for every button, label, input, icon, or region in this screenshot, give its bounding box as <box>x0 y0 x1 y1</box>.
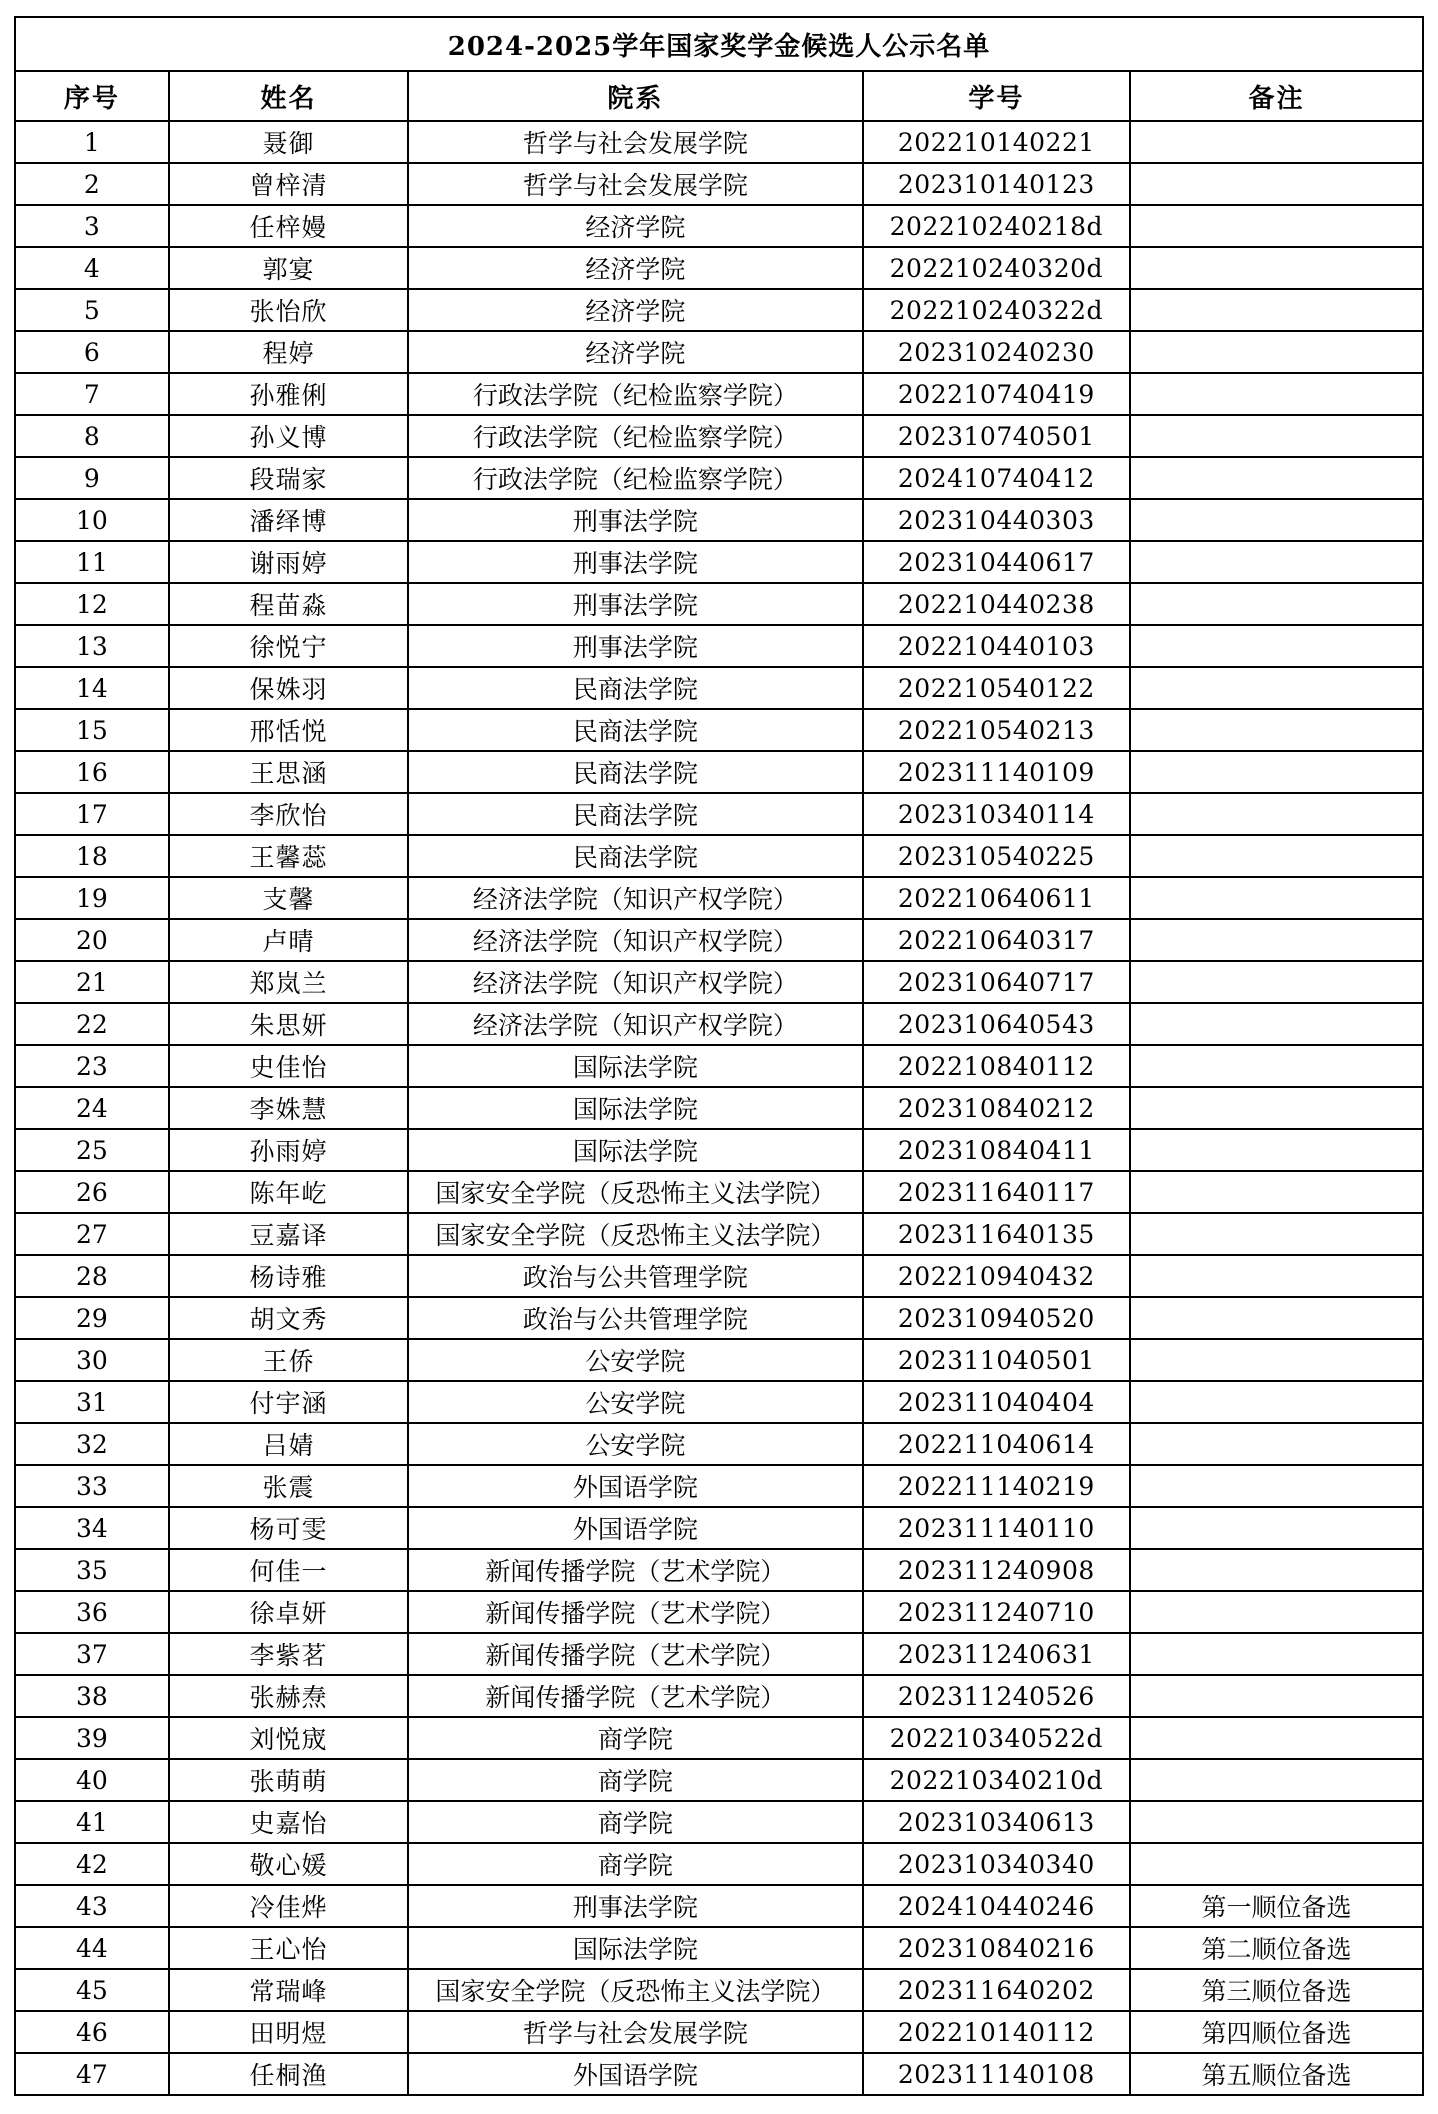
name-cell: 聂御 <box>169 121 408 163</box>
table-row <box>15 541 1423 583</box>
serial-cell: 32 <box>15 1423 169 1465</box>
department-cell: 公安学院 <box>408 1423 862 1465</box>
note-cell <box>1130 373 1423 415</box>
serial-cell: 36 <box>15 1591 169 1633</box>
student-id-cell: 202311140110 <box>863 1507 1130 1549</box>
department-cell: 外国语学院 <box>408 1507 862 1549</box>
note-cell <box>1130 121 1423 163</box>
department-cell: 商学院 <box>408 1759 862 1801</box>
student-id-cell: 202311240526 <box>863 1675 1130 1717</box>
table-row <box>15 1927 1423 1969</box>
serial-cell: 1 <box>15 121 169 163</box>
note-cell <box>1130 541 1423 583</box>
note-cell: 第一顺位备选 <box>1130 1885 1423 1927</box>
student-id-cell: 202310640543 <box>863 1003 1130 1045</box>
department-cell: 国际法学院 <box>408 1045 862 1087</box>
note-cell <box>1130 919 1423 961</box>
note-cell <box>1130 1045 1423 1087</box>
note-cell <box>1130 835 1423 877</box>
table-row <box>15 1633 1423 1675</box>
note-cell <box>1130 1381 1423 1423</box>
table-row <box>15 1969 1423 2011</box>
serial-cell: 40 <box>15 1759 169 1801</box>
table-row <box>15 247 1423 289</box>
note-cell <box>1130 1171 1423 1213</box>
student-id-cell: 202410740412 <box>863 457 1130 499</box>
name-cell: 程苗淼 <box>169 583 408 625</box>
name-cell: 张怡欣 <box>169 289 408 331</box>
table-row <box>15 1045 1423 1087</box>
table-row <box>15 835 1423 877</box>
department-cell: 政治与公共管理学院 <box>408 1255 862 1297</box>
serial-cell: 3 <box>15 205 169 247</box>
department-cell: 国家安全学院（反恐怖主义法学院） <box>408 1969 862 2011</box>
name-cell: 朱思妍 <box>169 1003 408 1045</box>
name-cell: 支馨 <box>169 877 408 919</box>
note-cell <box>1130 1507 1423 1549</box>
name-cell: 徐悦宁 <box>169 625 408 667</box>
note-cell <box>1130 793 1423 835</box>
serial-cell: 34 <box>15 1507 169 1549</box>
note-cell <box>1130 751 1423 793</box>
student-id-cell: 202410440246 <box>863 1885 1130 1927</box>
department-cell: 公安学院 <box>408 1381 862 1423</box>
note-cell <box>1130 961 1423 1003</box>
department-cell: 商学院 <box>408 1843 862 1885</box>
serial-cell: 26 <box>15 1171 169 1213</box>
note-cell <box>1130 1213 1423 1255</box>
serial-cell: 47 <box>15 2053 169 2095</box>
student-id-cell: 202210540213 <box>863 709 1130 751</box>
student-id-cell: 202210340210d <box>863 1759 1130 1801</box>
table-row <box>15 1339 1423 1381</box>
department-cell: 外国语学院 <box>408 1465 862 1507</box>
serial-cell: 14 <box>15 667 169 709</box>
table-row <box>15 289 1423 331</box>
name-cell: 孙雅俐 <box>169 373 408 415</box>
table-row <box>15 205 1423 247</box>
table-row <box>15 1675 1423 1717</box>
student-id-cell: 202211140219 <box>863 1465 1130 1507</box>
table-row <box>15 961 1423 1003</box>
student-id-cell: 202210140221 <box>863 121 1130 163</box>
table-row <box>15 667 1423 709</box>
note-cell <box>1130 1087 1423 1129</box>
name-cell: 任桐渔 <box>169 2053 408 2095</box>
page-title: 2024-2025学年国家奖学金候选人公示名单 <box>15 17 1423 71</box>
note-cell <box>1130 1003 1423 1045</box>
serial-cell: 2 <box>15 163 169 205</box>
name-cell: 卢晴 <box>169 919 408 961</box>
name-cell: 张震 <box>169 1465 408 1507</box>
name-cell: 付宇涵 <box>169 1381 408 1423</box>
student-id-cell: 202210740419 <box>863 373 1130 415</box>
name-cell: 王馨蕊 <box>169 835 408 877</box>
table-row <box>15 1885 1423 1927</box>
student-id-cell: 202310440303 <box>863 499 1130 541</box>
department-cell: 经济法学院（知识产权学院） <box>408 1003 862 1045</box>
department-cell: 新闻传播学院（艺术学院） <box>408 1591 862 1633</box>
serial-cell: 43 <box>15 1885 169 1927</box>
table-row <box>15 1591 1423 1633</box>
student-id-cell: 202311140108 <box>863 2053 1130 2095</box>
table-row <box>15 121 1423 163</box>
note-cell: 第二顺位备选 <box>1130 1927 1423 1969</box>
department-cell: 政治与公共管理学院 <box>408 1297 862 1339</box>
student-id-cell: 202210440238 <box>863 583 1130 625</box>
table-row <box>15 499 1423 541</box>
name-cell: 李欣怡 <box>169 793 408 835</box>
student-id-cell: 202311140109 <box>863 751 1130 793</box>
student-id-cell: 202311040501 <box>863 1339 1130 1381</box>
table-row <box>15 1843 1423 1885</box>
serial-cell: 10 <box>15 499 169 541</box>
department-cell: 经济学院 <box>408 331 862 373</box>
note-cell <box>1130 1801 1423 1843</box>
note-cell <box>1130 1255 1423 1297</box>
student-id-cell: 202210540122 <box>863 667 1130 709</box>
serial-cell: 13 <box>15 625 169 667</box>
department-cell: 民商法学院 <box>408 751 862 793</box>
student-id-cell: 202210240322d <box>863 289 1130 331</box>
serial-cell: 11 <box>15 541 169 583</box>
header-serial: 序号 <box>15 71 169 121</box>
department-cell: 国家安全学院（反恐怖主义法学院） <box>408 1213 862 1255</box>
student-id-cell: 202310340613 <box>863 1801 1130 1843</box>
table-row <box>15 625 1423 667</box>
serial-cell: 19 <box>15 877 169 919</box>
serial-cell: 27 <box>15 1213 169 1255</box>
student-id-cell: 202210340522d <box>863 1717 1130 1759</box>
serial-cell: 23 <box>15 1045 169 1087</box>
department-cell: 国际法学院 <box>408 1129 862 1171</box>
student-id-cell: 202210140112 <box>863 2011 1130 2053</box>
name-cell: 孙义博 <box>169 415 408 457</box>
note-cell: 第五顺位备选 <box>1130 2053 1423 2095</box>
note-cell <box>1130 667 1423 709</box>
table-row <box>15 1717 1423 1759</box>
header-note: 备注 <box>1130 71 1423 121</box>
name-cell: 任梓嫚 <box>169 205 408 247</box>
name-cell: 豆嘉译 <box>169 1213 408 1255</box>
name-cell: 胡文秀 <box>169 1297 408 1339</box>
serial-cell: 17 <box>15 793 169 835</box>
department-cell: 民商法学院 <box>408 667 862 709</box>
note-cell <box>1130 583 1423 625</box>
department-cell: 经济法学院（知识产权学院） <box>408 919 862 961</box>
name-cell: 程婷 <box>169 331 408 373</box>
department-cell: 经济学院 <box>408 289 862 331</box>
header-student-id: 学号 <box>863 71 1130 121</box>
title-row <box>15 17 1423 71</box>
department-cell: 商学院 <box>408 1801 862 1843</box>
name-cell: 张赫焘 <box>169 1675 408 1717</box>
serial-cell: 8 <box>15 415 169 457</box>
department-cell: 新闻传播学院（艺术学院） <box>408 1675 862 1717</box>
department-cell: 民商法学院 <box>408 793 862 835</box>
student-id-cell: 202310140123 <box>863 163 1130 205</box>
serial-cell: 33 <box>15 1465 169 1507</box>
name-cell: 田明煜 <box>169 2011 408 2053</box>
note-cell <box>1130 625 1423 667</box>
serial-cell: 18 <box>15 835 169 877</box>
name-cell: 潘绎博 <box>169 499 408 541</box>
table-row <box>15 583 1423 625</box>
name-cell: 冷佳烨 <box>169 1885 408 1927</box>
department-cell: 哲学与社会发展学院 <box>408 121 862 163</box>
name-cell: 史嘉怡 <box>169 1801 408 1843</box>
name-cell: 谢雨婷 <box>169 541 408 583</box>
student-id-cell: 202310540225 <box>863 835 1130 877</box>
student-id-cell: 202310340340 <box>863 1843 1130 1885</box>
table-row <box>15 793 1423 835</box>
department-cell: 行政法学院（纪检监察学院） <box>408 415 862 457</box>
name-cell: 何佳一 <box>169 1549 408 1591</box>
table-row <box>15 1801 1423 1843</box>
note-cell <box>1130 1843 1423 1885</box>
name-cell: 曾梓清 <box>169 163 408 205</box>
department-cell: 国家安全学院（反恐怖主义法学院） <box>408 1171 862 1213</box>
department-cell: 国际法学院 <box>408 1087 862 1129</box>
table-row <box>15 1129 1423 1171</box>
department-cell: 刑事法学院 <box>408 541 862 583</box>
department-cell: 经济法学院（知识产权学院） <box>408 961 862 1003</box>
serial-cell: 25 <box>15 1129 169 1171</box>
note-cell: 第三顺位备选 <box>1130 1969 1423 2011</box>
department-cell: 哲学与社会发展学院 <box>408 2011 862 2053</box>
name-cell: 陈年屹 <box>169 1171 408 1213</box>
note-cell <box>1130 1339 1423 1381</box>
table-row <box>15 1171 1423 1213</box>
table-row <box>15 1549 1423 1591</box>
student-id-cell: 202311040404 <box>863 1381 1130 1423</box>
note-cell <box>1130 1129 1423 1171</box>
serial-cell: 30 <box>15 1339 169 1381</box>
name-cell: 刘悦宬 <box>169 1717 408 1759</box>
department-cell: 刑事法学院 <box>408 583 862 625</box>
serial-cell: 16 <box>15 751 169 793</box>
table-row <box>15 1003 1423 1045</box>
serial-cell: 20 <box>15 919 169 961</box>
department-cell: 外国语学院 <box>408 2053 862 2095</box>
student-id-cell: 202210940432 <box>863 1255 1130 1297</box>
student-id-cell: 202310840212 <box>863 1087 1130 1129</box>
department-cell: 哲学与社会发展学院 <box>408 163 862 205</box>
serial-cell: 41 <box>15 1801 169 1843</box>
table-row <box>15 1381 1423 1423</box>
note-cell <box>1130 1591 1423 1633</box>
department-cell: 行政法学院（纪检监察学院） <box>408 457 862 499</box>
table-row <box>15 373 1423 415</box>
serial-cell: 46 <box>15 2011 169 2053</box>
department-cell: 经济学院 <box>408 247 862 289</box>
table-row <box>15 919 1423 961</box>
department-cell: 新闻传播学院（艺术学院） <box>408 1633 862 1675</box>
note-cell: 第四顺位备选 <box>1130 2011 1423 2053</box>
table-row <box>15 331 1423 373</box>
name-cell: 邢恬悦 <box>169 709 408 751</box>
student-id-cell: 202311640135 <box>863 1213 1130 1255</box>
name-cell: 敬心媛 <box>169 1843 408 1885</box>
name-cell: 吕婧 <box>169 1423 408 1465</box>
serial-cell: 24 <box>15 1087 169 1129</box>
student-id-cell: 202210840112 <box>863 1045 1130 1087</box>
name-cell: 王侨 <box>169 1339 408 1381</box>
header-department: 院系 <box>408 71 862 121</box>
table-row <box>15 751 1423 793</box>
name-cell: 郑岚兰 <box>169 961 408 1003</box>
department-cell: 新闻传播学院（艺术学院） <box>408 1549 862 1591</box>
serial-cell: 31 <box>15 1381 169 1423</box>
table-row <box>15 877 1423 919</box>
serial-cell: 4 <box>15 247 169 289</box>
department-cell: 经济法学院（知识产权学院） <box>408 877 862 919</box>
name-cell: 孙雨婷 <box>169 1129 408 1171</box>
candidate-table <box>14 16 1424 2096</box>
name-cell: 王思涵 <box>169 751 408 793</box>
header-name: 姓名 <box>169 71 408 121</box>
table-row <box>15 1759 1423 1801</box>
serial-cell: 44 <box>15 1927 169 1969</box>
student-id-cell: 202210640317 <box>863 919 1130 961</box>
department-cell: 国际法学院 <box>408 1927 862 1969</box>
note-cell <box>1130 331 1423 373</box>
serial-cell: 42 <box>15 1843 169 1885</box>
serial-cell: 21 <box>15 961 169 1003</box>
serial-cell: 28 <box>15 1255 169 1297</box>
table-row <box>15 415 1423 457</box>
note-cell <box>1130 499 1423 541</box>
student-id-cell: 202310840216 <box>863 1927 1130 1969</box>
department-cell: 行政法学院（纪检监察学院） <box>408 373 862 415</box>
name-cell: 保姝羽 <box>169 667 408 709</box>
student-id-cell: 202311240710 <box>863 1591 1130 1633</box>
department-cell: 刑事法学院 <box>408 1885 862 1927</box>
student-id-cell: 202210640611 <box>863 877 1130 919</box>
serial-cell: 35 <box>15 1549 169 1591</box>
note-cell <box>1130 1423 1423 1465</box>
serial-cell: 39 <box>15 1717 169 1759</box>
name-cell: 常瑞峰 <box>169 1969 408 2011</box>
note-cell <box>1130 1675 1423 1717</box>
serial-cell: 38 <box>15 1675 169 1717</box>
table-row <box>15 709 1423 751</box>
department-cell: 刑事法学院 <box>408 625 862 667</box>
department-cell: 民商法学院 <box>408 709 862 751</box>
name-cell: 李姝慧 <box>169 1087 408 1129</box>
department-cell: 民商法学院 <box>408 835 862 877</box>
name-cell: 王心怡 <box>169 1927 408 1969</box>
name-cell: 徐卓妍 <box>169 1591 408 1633</box>
header-row <box>15 71 1423 121</box>
table-row <box>15 1465 1423 1507</box>
name-cell: 李紫茗 <box>169 1633 408 1675</box>
student-id-cell: 202211040614 <box>863 1423 1130 1465</box>
student-id-cell: 202310240230 <box>863 331 1130 373</box>
serial-cell: 45 <box>15 1969 169 2011</box>
student-id-cell: 202311240908 <box>863 1549 1130 1591</box>
note-cell <box>1130 457 1423 499</box>
note-cell <box>1130 205 1423 247</box>
student-id-cell: 202210240320d <box>863 247 1130 289</box>
note-cell <box>1130 247 1423 289</box>
department-cell: 商学院 <box>408 1717 862 1759</box>
name-cell: 史佳怡 <box>169 1045 408 1087</box>
name-cell: 杨诗雅 <box>169 1255 408 1297</box>
serial-cell: 5 <box>15 289 169 331</box>
note-cell <box>1130 1633 1423 1675</box>
table-row <box>15 1255 1423 1297</box>
student-id-cell: 202310840411 <box>863 1129 1130 1171</box>
serial-cell: 37 <box>15 1633 169 1675</box>
serial-cell: 15 <box>15 709 169 751</box>
department-cell: 公安学院 <box>408 1339 862 1381</box>
note-cell <box>1130 289 1423 331</box>
student-id-cell: 202310940520 <box>863 1297 1130 1339</box>
student-id-cell: 202311640202 <box>863 1969 1130 2011</box>
note-cell <box>1130 1297 1423 1339</box>
serial-cell: 7 <box>15 373 169 415</box>
student-id-cell: 202311640117 <box>863 1171 1130 1213</box>
serial-cell: 29 <box>15 1297 169 1339</box>
note-cell <box>1130 1759 1423 1801</box>
note-cell <box>1130 163 1423 205</box>
student-id-cell: 202210440103 <box>863 625 1130 667</box>
note-cell <box>1130 709 1423 751</box>
table-row <box>15 1297 1423 1339</box>
note-cell <box>1130 877 1423 919</box>
serial-cell: 9 <box>15 457 169 499</box>
department-cell: 刑事法学院 <box>408 499 862 541</box>
name-cell: 张萌萌 <box>169 1759 408 1801</box>
table-body <box>15 121 1423 2095</box>
name-cell: 杨可雯 <box>169 1507 408 1549</box>
student-id-cell: 202310340114 <box>863 793 1130 835</box>
table-row <box>15 1213 1423 1255</box>
table-row <box>15 1423 1423 1465</box>
table-row <box>15 2053 1423 2095</box>
table-row <box>15 163 1423 205</box>
table-row <box>15 1507 1423 1549</box>
serial-cell: 22 <box>15 1003 169 1045</box>
name-cell: 郭宴 <box>169 247 408 289</box>
note-cell <box>1130 1465 1423 1507</box>
student-id-cell: 202310740501 <box>863 415 1130 457</box>
serial-cell: 6 <box>15 331 169 373</box>
note-cell <box>1130 1549 1423 1591</box>
note-cell <box>1130 415 1423 457</box>
department-cell: 经济学院 <box>408 205 862 247</box>
student-id-cell: 202210240218d <box>863 205 1130 247</box>
table-row <box>15 2011 1423 2053</box>
table-row <box>15 1087 1423 1129</box>
table-row <box>15 457 1423 499</box>
student-id-cell: 202310440617 <box>863 541 1130 583</box>
student-id-cell: 202311240631 <box>863 1633 1130 1675</box>
name-cell: 段瑞家 <box>169 457 408 499</box>
serial-cell: 12 <box>15 583 169 625</box>
student-id-cell: 202310640717 <box>863 961 1130 1003</box>
note-cell <box>1130 1717 1423 1759</box>
